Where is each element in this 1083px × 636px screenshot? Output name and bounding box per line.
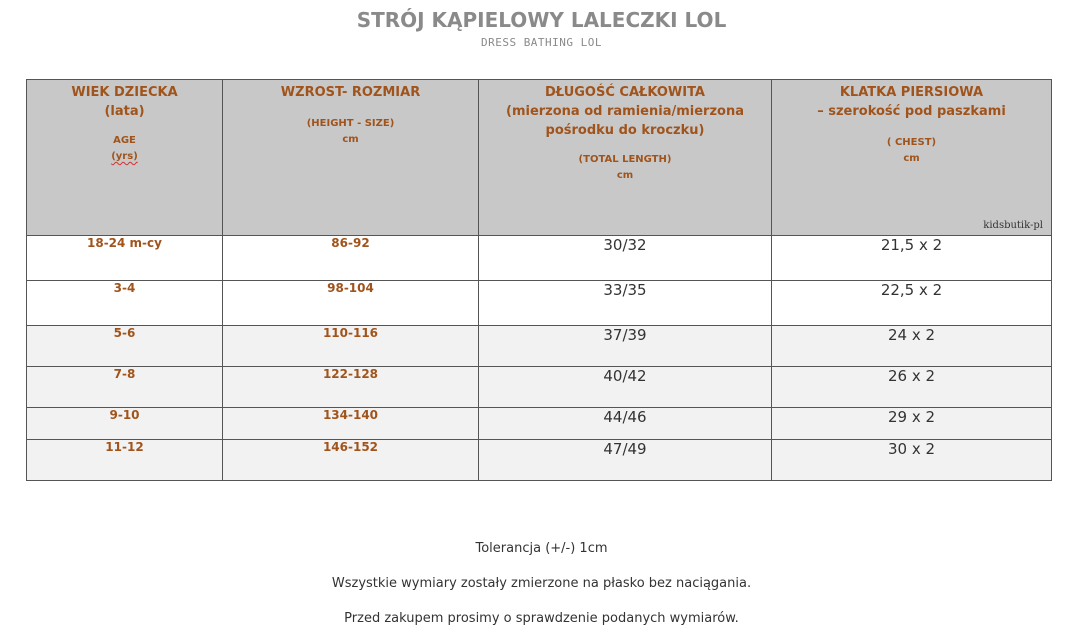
size-chart-table [26,79,1052,481]
check-before-buying-note: Przed zakupem prosimy o sprawdzenie podanych wymiarów. [344,611,739,626]
cell-age: 11-12 [27,440,223,481]
cell-size: 134-140 [223,408,479,440]
table-row [27,367,1052,408]
page-subtitle: DRESS BATHING LOL [480,36,603,49]
cell-length: 33/35 [479,281,772,326]
cell-chest: 29 x 2 [772,408,1052,440]
cell-age: 7-8 [27,367,223,408]
header-length-unit: cm [616,170,634,181]
cell-chest: 22,5 x 2 [772,281,1052,326]
header-height-en: (HEIGHT - SIZE) [306,118,395,129]
cell-size: 98-104 [223,281,479,326]
header-length [479,80,772,236]
header-age-en-unit: (yrs) [111,151,138,162]
tolerance-note: Tolerancja (+/-) 1cm [475,541,608,556]
header-length-en: (TOTAL LENGTH) [578,154,672,165]
header-height-title: WZROST- ROZMIAR [280,85,421,100]
table-row [27,236,1052,281]
measurement-note: Wszystkie wymiary zostały zmierzone na płasko bez naciągania. [331,576,752,591]
cell-chest: 24 x 2 [772,326,1052,367]
cell-age: 3-4 [27,281,223,326]
header-length-title: DŁUGOŚĆ CAŁKOWITA [545,85,705,100]
table-header-row [27,80,1052,236]
cell-length: 30/32 [479,236,772,281]
header-chest-en: ( CHEST) [886,137,937,148]
cell-size: 86-92 [223,236,479,281]
header-chest-unit: cm [903,153,920,164]
header-chest [772,80,1052,236]
table-row [27,408,1052,440]
cell-length: 44/46 [479,408,772,440]
cell-size: 110-116 [223,326,479,367]
table-row [27,440,1052,481]
cell-chest: 30 x 2 [772,440,1052,481]
header-chest-title: KLATKA PIERSIOWA [839,85,984,100]
cell-size: 122-128 [223,367,479,408]
header-age-unit: (lata) [104,104,145,119]
header-height [223,80,479,236]
header-height-unit: cm [342,134,359,145]
cell-chest: 26 x 2 [772,367,1052,408]
header-length-desc2: pośrodku do kroczku) [545,123,705,138]
cell-length: 37/39 [479,326,772,367]
table-row [27,326,1052,367]
cell-age: 18-24 m-cy [27,236,223,281]
page-title: STRÓJ KĄPIELOWY LALECZKI LOL [356,8,727,32]
cell-age: 5-6 [27,326,223,367]
header-age-en: AGE [113,135,136,146]
cell-chest: 21,5 x 2 [772,236,1052,281]
header-age [27,80,223,236]
table-row [27,281,1052,326]
watermark-text: kidsbutik-pl [983,220,1043,231]
header-age-title: WIEK DZIECKA [71,85,178,100]
header-length-desc1: (mierzona od ramienia/mierzona [506,104,744,119]
cell-age: 9-10 [27,408,223,440]
cell-length: 40/42 [479,367,772,408]
cell-size: 146-152 [223,440,479,481]
cell-length: 47/49 [479,440,772,481]
header-chest-desc: – szerokość pod paszkami [817,104,1006,119]
